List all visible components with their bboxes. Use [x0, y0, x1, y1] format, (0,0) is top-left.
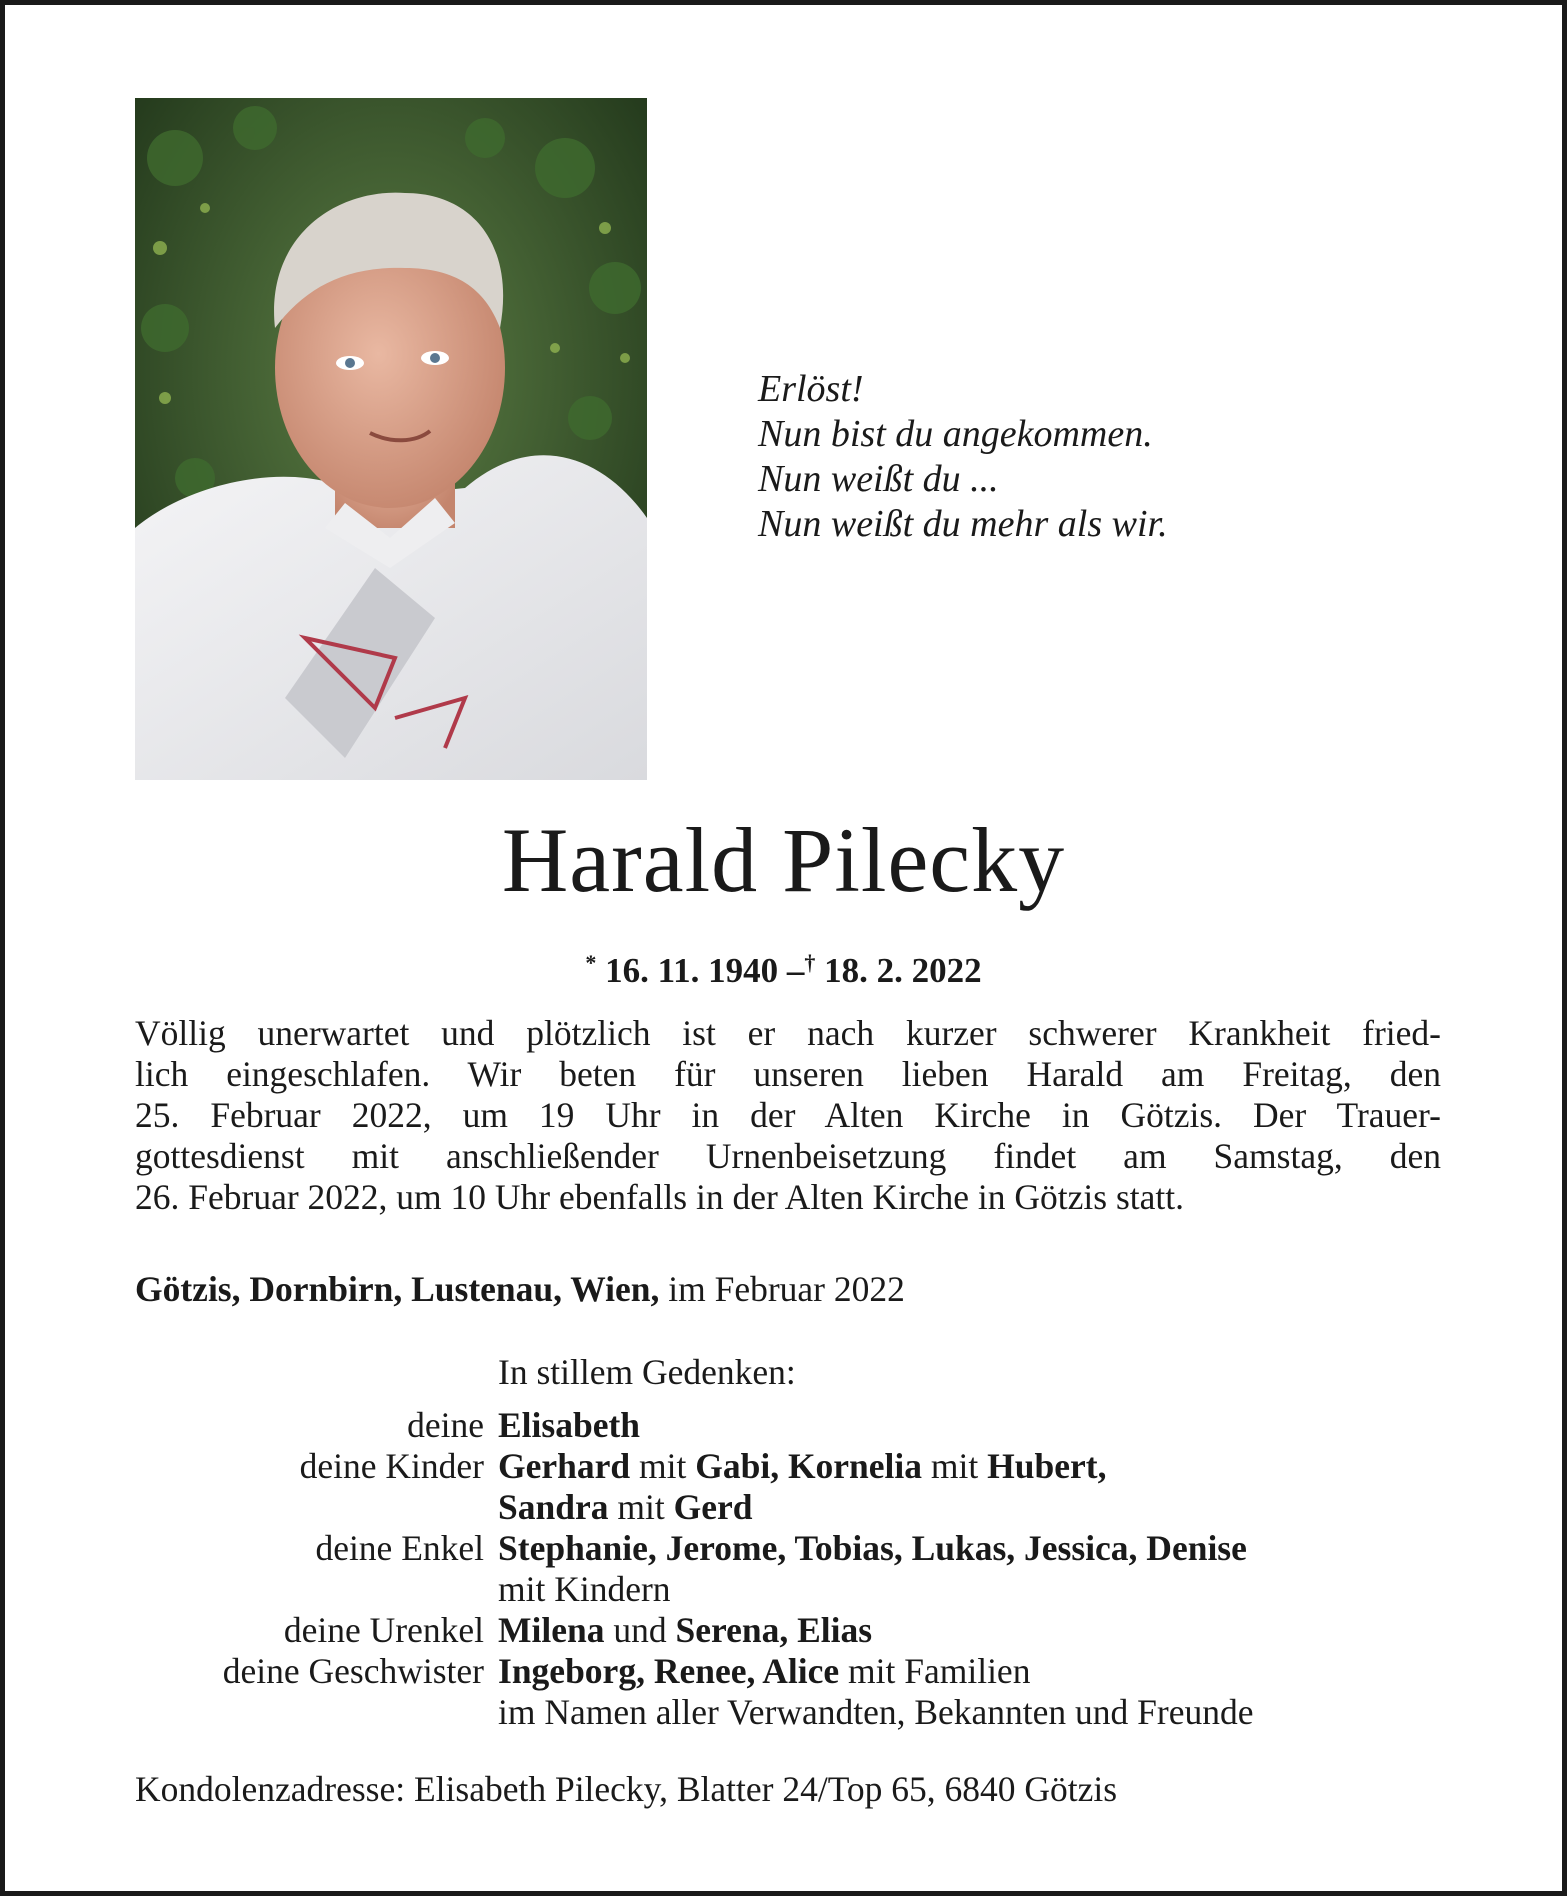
grandchildren-suffix: mit Kindern	[498, 1569, 671, 1609]
poem-line: Nun bist du angekommen.	[758, 413, 1153, 455]
family-row-grandchildren-cont	[5, 1569, 1562, 1610]
memory-heading: In stillem Gedenken:	[498, 1352, 796, 1392]
child-name: Sandra	[498, 1487, 609, 1527]
relation-names	[498, 1610, 872, 1651]
relation-label: deine Urenkel	[283, 1610, 484, 1650]
family-row-greatgrandchildren	[5, 1610, 1562, 1651]
greatgrandchild-name: Serena, Elias	[675, 1610, 873, 1650]
relation-label: deine	[407, 1405, 484, 1445]
poem-line: Erlöst!	[758, 368, 864, 410]
relation-names	[498, 1405, 640, 1446]
child-name: Gabi, Kornelia	[695, 1446, 923, 1486]
and-word: und	[613, 1610, 667, 1650]
relation-names	[498, 1651, 1030, 1692]
child-name: Hubert,	[987, 1446, 1107, 1486]
greatgrandchild-name: Milena	[498, 1610, 605, 1650]
poem	[758, 367, 1168, 547]
with-word: mit	[639, 1446, 687, 1486]
portrait-photo	[135, 98, 647, 780]
place-date	[135, 1269, 905, 1310]
family-list	[5, 1405, 1562, 1733]
place-cities: Götzis, Dornbirn, Lustenau, Wien,	[135, 1269, 660, 1309]
child-name: Gerhard	[498, 1446, 631, 1486]
text-line: gottesdienst mit anschließender Urnenbeisetzung findet am Samstag, den	[135, 1136, 1441, 1176]
grandchildren-names: Stephanie, Jerome, Tobias, Lukas, Jessica, Denise	[498, 1528, 1247, 1568]
relation-names	[498, 1487, 752, 1528]
family-row-children	[5, 1446, 1562, 1487]
child-name: Gerd	[673, 1487, 753, 1527]
place-month: im Februar 2022	[668, 1269, 905, 1309]
announcement-text	[135, 1013, 1441, 1218]
poem-line: Nun weißt du ...	[758, 458, 999, 500]
sibling-names: Ingeborg, Renee, Alice	[498, 1651, 840, 1691]
wife-name: Elisabeth	[498, 1405, 641, 1445]
life-dates	[5, 940, 1562, 993]
family-row-children-cont	[5, 1487, 1562, 1528]
family-row-wife	[5, 1405, 1562, 1446]
date-separator: –	[786, 951, 805, 990]
family-row-closing	[5, 1692, 1562, 1733]
relation-label: deine Kinder	[299, 1446, 484, 1486]
text-line: Völlig unerwartet und plötzlich ist er nach kurzer schwerer Krankheit fried-	[135, 1013, 1441, 1053]
siblings-suffix: mit Familien	[848, 1651, 1031, 1691]
text-line: 26. Februar 2022, um 10 Uhr ebenfalls in der Alten Kirche in Götzis statt.	[135, 1177, 1185, 1217]
text-line: 25. Februar 2022, um 19 Uhr in der Alten Kirche in Götzis. Der Trauer-	[135, 1095, 1441, 1135]
family-row-grandchildren	[5, 1528, 1562, 1569]
deceased-name: Harald Pilecky	[501, 809, 1066, 911]
condolence-address: Kondolenzadresse: Elisabeth Pilecky, Blatter 24/Top 65, 6840 Götzis	[135, 1769, 1118, 1809]
with-word: mit	[930, 1446, 979, 1486]
relation-names	[498, 1446, 1106, 1487]
with-word: mit	[617, 1487, 665, 1527]
birth-symbol: *	[585, 950, 597, 975]
closing-line: im Namen aller Verwandten, Bekannten und Freunde	[498, 1692, 1254, 1732]
birth-date: 16. 11. 1940	[605, 951, 779, 990]
relation-label: deine Geschwister	[222, 1651, 484, 1691]
death-date: 18. 2. 2022	[824, 951, 982, 990]
text-line: lich eingeschlafen. Wir beten für unseren lieben Harald am Freitag, den	[135, 1054, 1441, 1094]
death-symbol: †	[804, 950, 816, 975]
family-row-siblings	[5, 1651, 1562, 1692]
poem-line: Nun weißt du mehr als wir.	[758, 503, 1168, 545]
relation-label: deine Enkel	[315, 1528, 484, 1568]
